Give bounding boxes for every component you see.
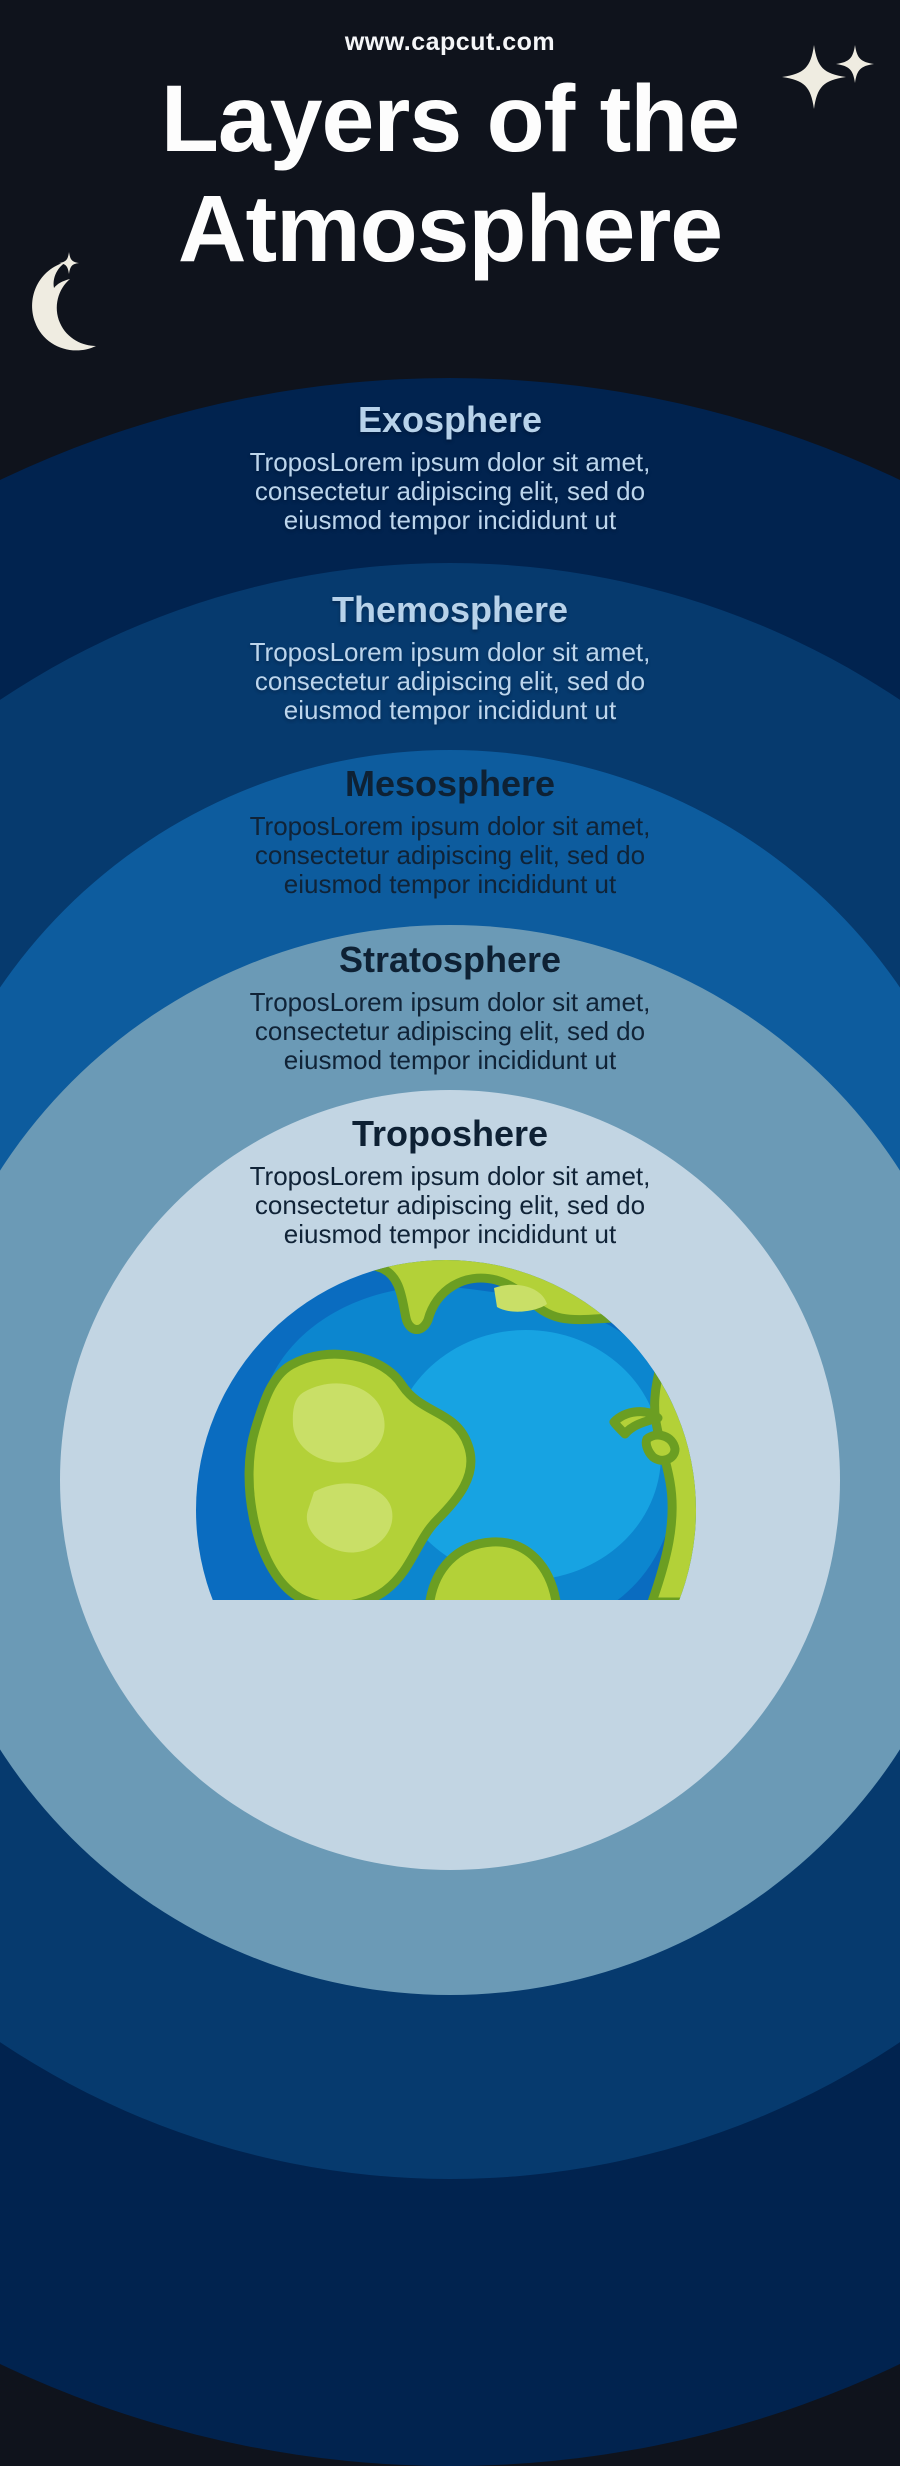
layer-title: Mesosphere xyxy=(344,763,556,804)
island-small xyxy=(646,1435,675,1460)
layer-title: Troposhere xyxy=(351,1113,549,1154)
page-title xyxy=(0,64,900,284)
layer-body-line: consectetur adipiscing elit, sed do xyxy=(254,1190,646,1220)
layer-body-line: eiusmod tempor incididunt ut xyxy=(283,505,617,535)
layer-section-stratosphere xyxy=(0,938,900,1075)
layer-title: Exosphere xyxy=(357,399,543,440)
layer-body-line: consectetur adipiscing elit, sed do xyxy=(254,1016,646,1046)
layer-body-line: TroposLorem ipsum dolor sit amet, xyxy=(249,811,651,841)
layer-body-line: TroposLorem ipsum dolor sit amet, xyxy=(249,1161,651,1191)
layer-body-line: eiusmod tempor incididunt ut xyxy=(283,869,617,899)
layer-body-line: eiusmod tempor incididunt ut xyxy=(283,1045,617,1075)
page-title-line2: Atmosphere xyxy=(177,176,723,282)
layer-section-mesosphere xyxy=(0,762,900,899)
crescent-moon-icon xyxy=(18,250,128,360)
layer-body-line: eiusmod tempor incididunt ut xyxy=(283,695,617,725)
earth-globe-illustration xyxy=(196,1260,696,1600)
layer-section-exosphere xyxy=(0,398,900,535)
layer-body-line: TroposLorem ipsum dolor sit amet, xyxy=(249,637,651,667)
layer-title: Stratosphere xyxy=(338,939,562,980)
layer-section-thermosphere xyxy=(0,588,900,725)
website-url: www.capcut.com xyxy=(344,28,556,56)
layer-body-line: TroposLorem ipsum dolor sit amet, xyxy=(249,447,651,477)
layer-section-troposphere xyxy=(0,1112,900,1249)
layer-body-line: TroposLorem ipsum dolor sit amet, xyxy=(249,987,651,1017)
page-title-line1: Layers of the xyxy=(160,66,740,172)
sparkle-icon xyxy=(836,44,874,84)
layer-body-line: consectetur adipiscing elit, sed do xyxy=(254,476,646,506)
layer-title: Themosphere xyxy=(331,589,569,630)
layer-body-line: consectetur adipiscing elit, sed do xyxy=(254,666,646,696)
layer-body-line: consectetur adipiscing elit, sed do xyxy=(254,840,646,870)
layer-body-line: eiusmod tempor incididunt ut xyxy=(283,1219,617,1249)
